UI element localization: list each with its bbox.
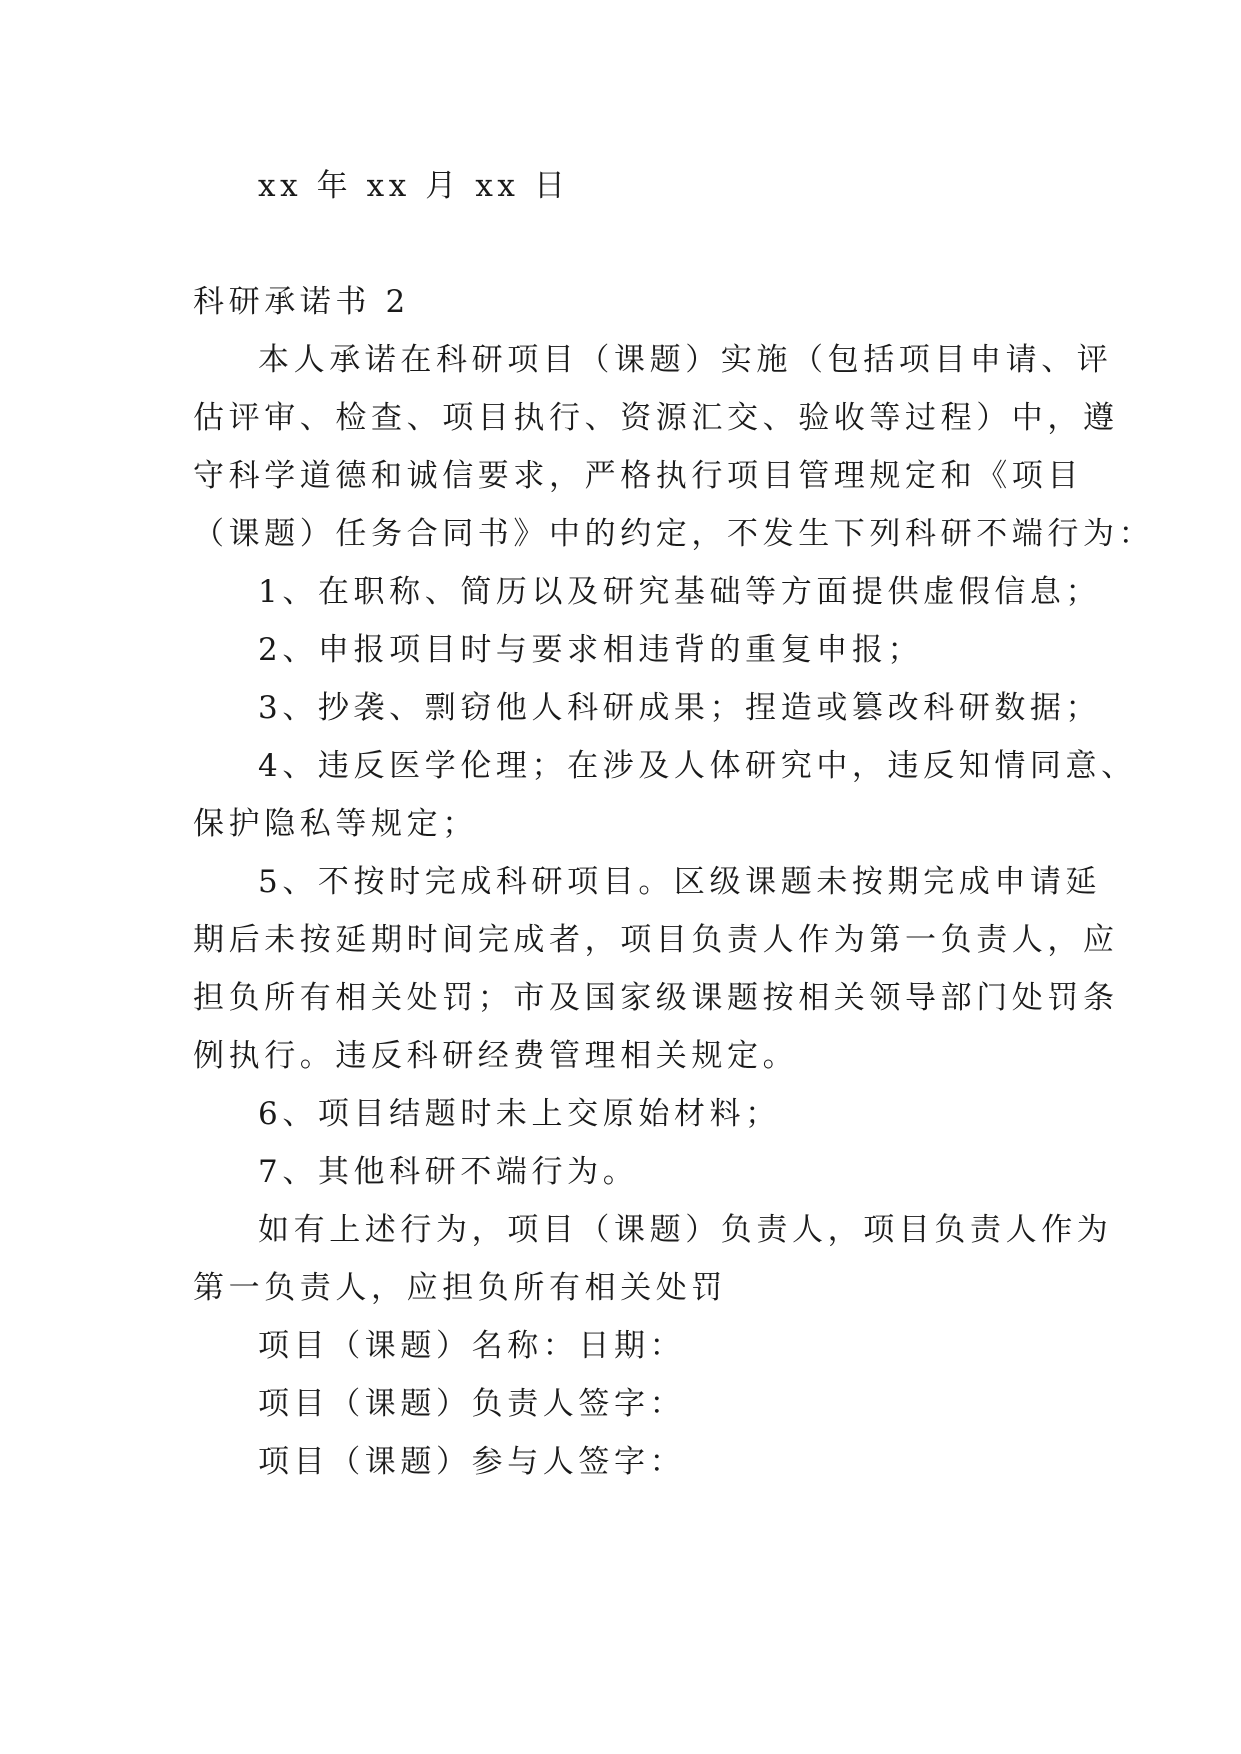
closing-line: 如有上述行为，项目（课题）负责人，项目负责人作为 — [258, 1212, 1113, 1248]
participant-signature-field: 项目（课题）参与人签字： — [258, 1444, 686, 1480]
list-item-7: 7、其他科研不端行为。 — [258, 1154, 639, 1190]
list-item-4: 4、违反医学伦理；在涉及人体研究中，违反知情同意、 — [258, 748, 1137, 784]
leader-signature-field: 项目（课题）负责人签字： — [258, 1386, 686, 1422]
list-item-5: 5、不按时完成科研项目。区级课题未按期完成申请延 — [258, 864, 1102, 900]
project-name-date-field: 项目（课题）名称：日期： — [258, 1328, 686, 1364]
document-heading: 科研承诺书 2 — [193, 284, 410, 320]
intro-line: 估评审、检查、项目执行、资源汇交、验收等过程）中，遵 — [193, 400, 1119, 436]
list-item-6: 6、项目结题时未上交原始材料； — [258, 1096, 781, 1132]
list-item-5-continued: 担负所有相关处罚；市及国家级课题按相关领导部门处罚条 — [193, 980, 1119, 1016]
date-line: xx 年 xx 月 xx 日 — [258, 168, 570, 204]
list-item-5-continued: 例执行。违反科研经费管理相关规定。 — [193, 1038, 799, 1074]
list-item-3: 3、抄袭、剽窃他人科研成果；捏造或篡改科研数据； — [258, 690, 1102, 726]
intro-line: 守科学道德和诚信要求，严格执行项目管理规定和《项目 — [193, 458, 1083, 494]
closing-line: 第一负责人，应担负所有相关处罚 — [193, 1270, 727, 1306]
list-item-1: 1、在职称、简历以及研究基础等方面提供虚假信息； — [258, 574, 1102, 610]
intro-line: （课题）任务合同书》中的约定，不发生下列科研不端行为： — [193, 516, 1155, 552]
list-item-4-continued: 保护隐私等规定； — [193, 806, 478, 842]
list-item-5-continued: 期后未按延期时间完成者，项目负责人作为第一负责人，应 — [193, 922, 1119, 958]
intro-line: 本人承诺在科研项目（课题）实施（包括项目申请、评 — [258, 342, 1113, 378]
list-item-2: 2、申报项目时与要求相违背的重复申报； — [258, 632, 924, 668]
